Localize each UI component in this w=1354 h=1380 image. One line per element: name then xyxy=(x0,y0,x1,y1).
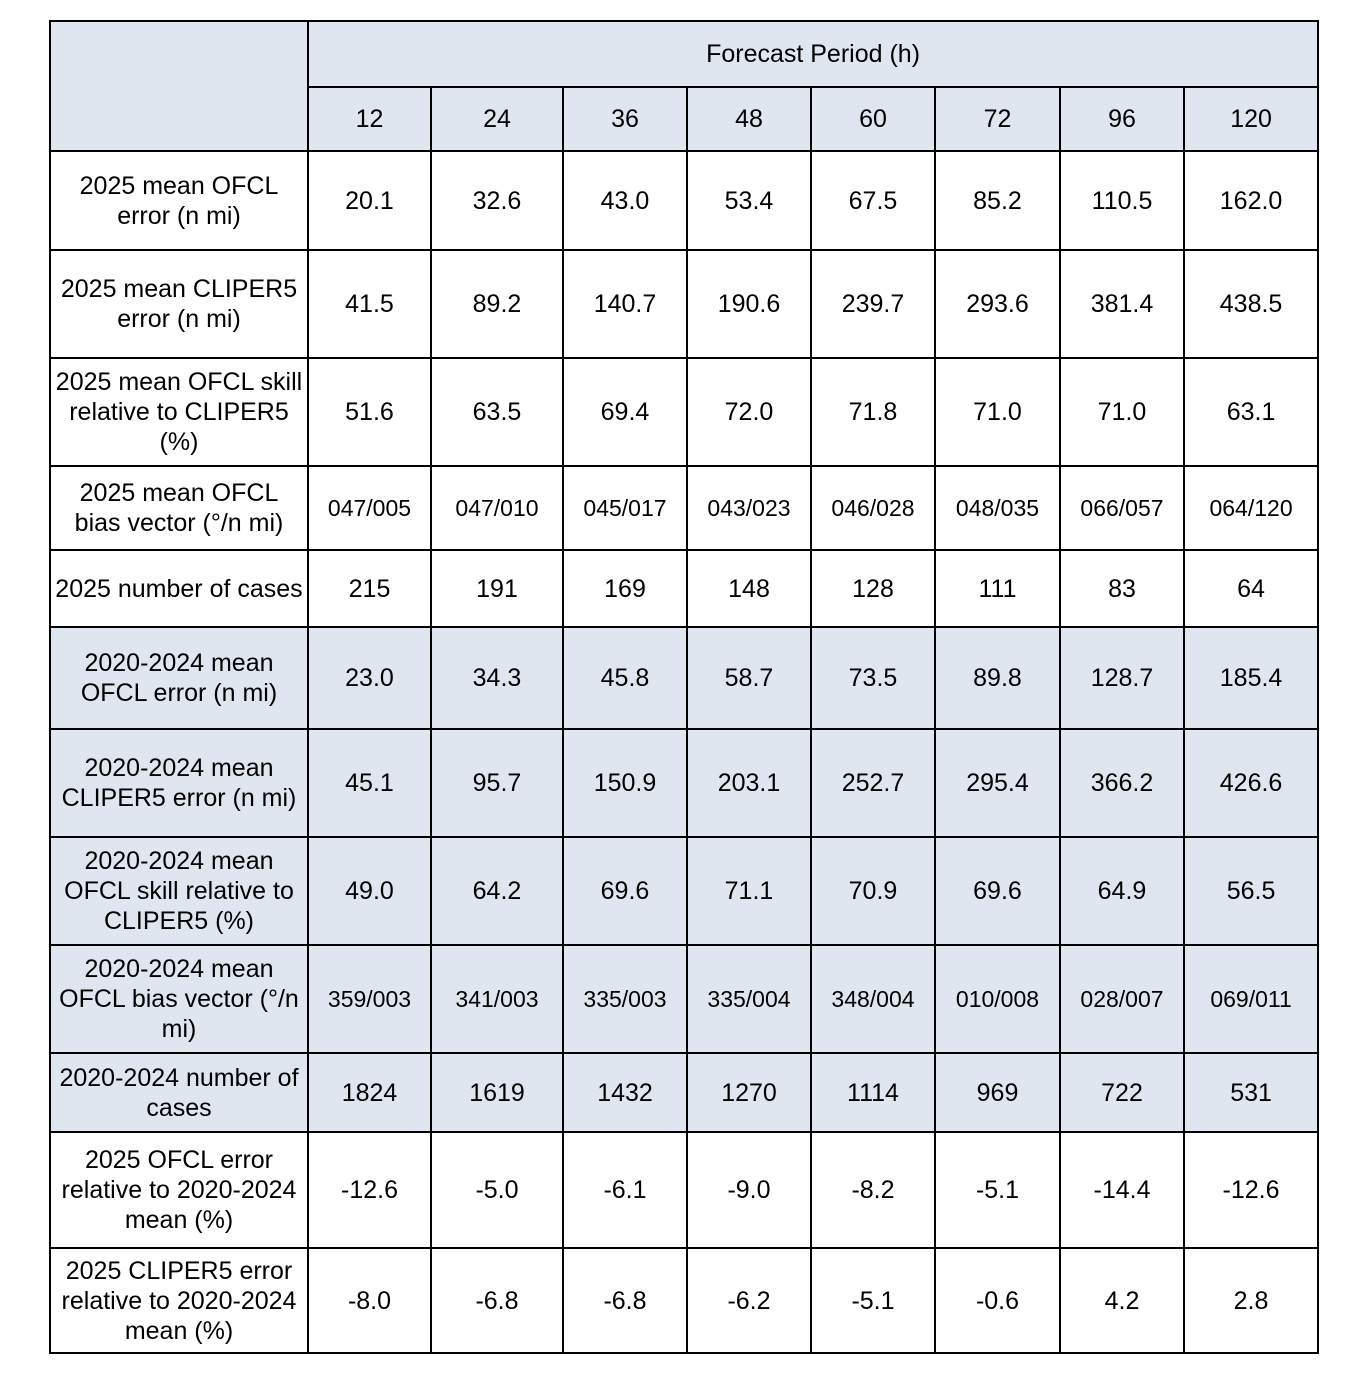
value-cell: 048/035 xyxy=(935,466,1060,550)
value-cell: 128 xyxy=(811,550,935,627)
value-cell: 190.6 xyxy=(687,250,811,358)
row-label: 2020-2024 mean CLIPER5 error (n mi) xyxy=(50,729,308,837)
value-cell: 71.0 xyxy=(1060,358,1184,466)
value-cell: 49.0 xyxy=(308,837,431,945)
value-cell: 63.5 xyxy=(431,358,563,466)
row-label: 2020-2024 mean OFCL bias vector (°/n mi) xyxy=(50,945,308,1053)
value-cell: 341/003 xyxy=(431,945,563,1053)
value-cell: -9.0 xyxy=(687,1132,811,1248)
value-cell: 4.2 xyxy=(1060,1248,1184,1353)
hour-header-cell: 48 xyxy=(687,87,811,151)
value-cell: 2.8 xyxy=(1184,1248,1318,1353)
value-cell: 89.8 xyxy=(935,627,1060,729)
value-cell: 85.2 xyxy=(935,151,1060,250)
value-cell: 438.5 xyxy=(1184,250,1318,358)
row-label: 2025 mean OFCL error (n mi) xyxy=(50,151,308,250)
value-cell: 010/008 xyxy=(935,945,1060,1053)
value-cell: 359/003 xyxy=(308,945,431,1053)
value-cell: 162.0 xyxy=(1184,151,1318,250)
hour-header-cell: 36 xyxy=(563,87,687,151)
value-cell: 71.0 xyxy=(935,358,1060,466)
table-row xyxy=(50,837,1318,945)
value-cell: 23.0 xyxy=(308,627,431,729)
value-cell: 56.5 xyxy=(1184,837,1318,945)
table-row xyxy=(50,151,1318,250)
value-cell: 203.1 xyxy=(687,729,811,837)
value-cell: 047/005 xyxy=(308,466,431,550)
value-cell: 110.5 xyxy=(1060,151,1184,250)
value-cell: 335/003 xyxy=(563,945,687,1053)
value-cell: 969 xyxy=(935,1053,1060,1132)
table-header-row xyxy=(50,21,1318,87)
value-cell: 1270 xyxy=(687,1053,811,1132)
value-cell: 293.6 xyxy=(935,250,1060,358)
value-cell: 41.5 xyxy=(308,250,431,358)
value-cell: 239.7 xyxy=(811,250,935,358)
table-row xyxy=(50,550,1318,627)
value-cell: 63.1 xyxy=(1184,358,1318,466)
value-cell: 32.6 xyxy=(431,151,563,250)
hour-header-cell: 120 xyxy=(1184,87,1318,151)
value-cell: 95.7 xyxy=(431,729,563,837)
value-cell: 64.2 xyxy=(431,837,563,945)
value-cell: 045/017 xyxy=(563,466,687,550)
table-row xyxy=(50,358,1318,466)
value-cell: -0.6 xyxy=(935,1248,1060,1353)
value-cell: 348/004 xyxy=(811,945,935,1053)
value-cell: 70.9 xyxy=(811,837,935,945)
table-row xyxy=(50,729,1318,837)
value-cell: 72.0 xyxy=(687,358,811,466)
value-cell: 028/007 xyxy=(1060,945,1184,1053)
value-cell: 89.2 xyxy=(431,250,563,358)
hour-header-cell: 96 xyxy=(1060,87,1184,151)
value-cell: 64 xyxy=(1184,550,1318,627)
value-cell: 335/004 xyxy=(687,945,811,1053)
value-cell: 215 xyxy=(308,550,431,627)
value-cell: -6.8 xyxy=(431,1248,563,1353)
value-cell: 69.6 xyxy=(563,837,687,945)
value-cell: 58.7 xyxy=(687,627,811,729)
value-cell: 67.5 xyxy=(811,151,935,250)
value-cell: -5.1 xyxy=(811,1248,935,1353)
value-cell: 722 xyxy=(1060,1053,1184,1132)
value-cell: 185.4 xyxy=(1184,627,1318,729)
value-cell: 69.6 xyxy=(935,837,1060,945)
value-cell: 1619 xyxy=(431,1053,563,1132)
value-cell: 20.1 xyxy=(308,151,431,250)
row-label: 2025 mean OFCL skill relative to CLIPER5 (%) xyxy=(50,358,308,466)
value-cell: 043/023 xyxy=(687,466,811,550)
value-cell: -5.1 xyxy=(935,1132,1060,1248)
value-cell: 64.9 xyxy=(1060,837,1184,945)
value-cell: 066/057 xyxy=(1060,466,1184,550)
hour-header-cell: 12 xyxy=(308,87,431,151)
value-cell: -14.4 xyxy=(1060,1132,1184,1248)
header-corner-cell xyxy=(50,21,308,151)
value-cell: 191 xyxy=(431,550,563,627)
value-cell: 148 xyxy=(687,550,811,627)
table-row xyxy=(50,627,1318,729)
value-cell: 169 xyxy=(563,550,687,627)
value-cell: 1432 xyxy=(563,1053,687,1132)
row-label: 2020-2024 number of cases xyxy=(50,1053,308,1132)
value-cell: 064/120 xyxy=(1184,466,1318,550)
forecast-period-title: Forecast Period (h) xyxy=(308,21,1318,87)
value-cell: 140.7 xyxy=(563,250,687,358)
value-cell: 71.1 xyxy=(687,837,811,945)
table-row xyxy=(50,1132,1318,1248)
value-cell: 381.4 xyxy=(1060,250,1184,358)
value-cell: -6.8 xyxy=(563,1248,687,1353)
row-label: 2025 OFCL error relative to 2020-2024 mean (%) xyxy=(50,1132,308,1248)
value-cell: -6.2 xyxy=(687,1248,811,1353)
value-cell: -8.0 xyxy=(308,1248,431,1353)
value-cell: 73.5 xyxy=(811,627,935,729)
value-cell: 45.8 xyxy=(563,627,687,729)
row-label: 2025 CLIPER5 error relative to 2020-2024 mean (%) xyxy=(50,1248,308,1353)
value-cell: 111 xyxy=(935,550,1060,627)
value-cell: 71.8 xyxy=(811,358,935,466)
value-cell: 128.7 xyxy=(1060,627,1184,729)
row-label: 2025 mean OFCL bias vector (°/n mi) xyxy=(50,466,308,550)
value-cell: 43.0 xyxy=(563,151,687,250)
value-cell: 150.9 xyxy=(563,729,687,837)
forecast-verification-table xyxy=(49,20,1319,1354)
hour-header-cell: 24 xyxy=(431,87,563,151)
value-cell: 366.2 xyxy=(1060,729,1184,837)
value-cell: -8.2 xyxy=(811,1132,935,1248)
value-cell: 69.4 xyxy=(563,358,687,466)
row-label: 2020-2024 mean OFCL skill relative to CLIPER5 (%) xyxy=(50,837,308,945)
value-cell: 1824 xyxy=(308,1053,431,1132)
value-cell: -5.0 xyxy=(431,1132,563,1248)
value-cell: 34.3 xyxy=(431,627,563,729)
value-cell: 069/011 xyxy=(1184,945,1318,1053)
hour-header-cell: 60 xyxy=(811,87,935,151)
value-cell: 046/028 xyxy=(811,466,935,550)
value-cell: 51.6 xyxy=(308,358,431,466)
value-cell: 1114 xyxy=(811,1053,935,1132)
value-cell: -12.6 xyxy=(308,1132,431,1248)
table-row xyxy=(50,1248,1318,1353)
value-cell: -12.6 xyxy=(1184,1132,1318,1248)
value-cell: 531 xyxy=(1184,1053,1318,1132)
value-cell: -6.1 xyxy=(563,1132,687,1248)
value-cell: 53.4 xyxy=(687,151,811,250)
row-label: 2025 number of cases xyxy=(50,550,308,627)
value-cell: 047/010 xyxy=(431,466,563,550)
row-label: 2020-2024 mean OFCL error (n mi) xyxy=(50,627,308,729)
hour-header-cell: 72 xyxy=(935,87,1060,151)
value-cell: 426.6 xyxy=(1184,729,1318,837)
table-row xyxy=(50,466,1318,550)
value-cell: 252.7 xyxy=(811,729,935,837)
row-label: 2025 mean CLIPER5 error (n mi) xyxy=(50,250,308,358)
table-row xyxy=(50,250,1318,358)
table-row xyxy=(50,1053,1318,1132)
value-cell: 45.1 xyxy=(308,729,431,837)
value-cell: 295.4 xyxy=(935,729,1060,837)
table-row xyxy=(50,945,1318,1053)
value-cell: 83 xyxy=(1060,550,1184,627)
